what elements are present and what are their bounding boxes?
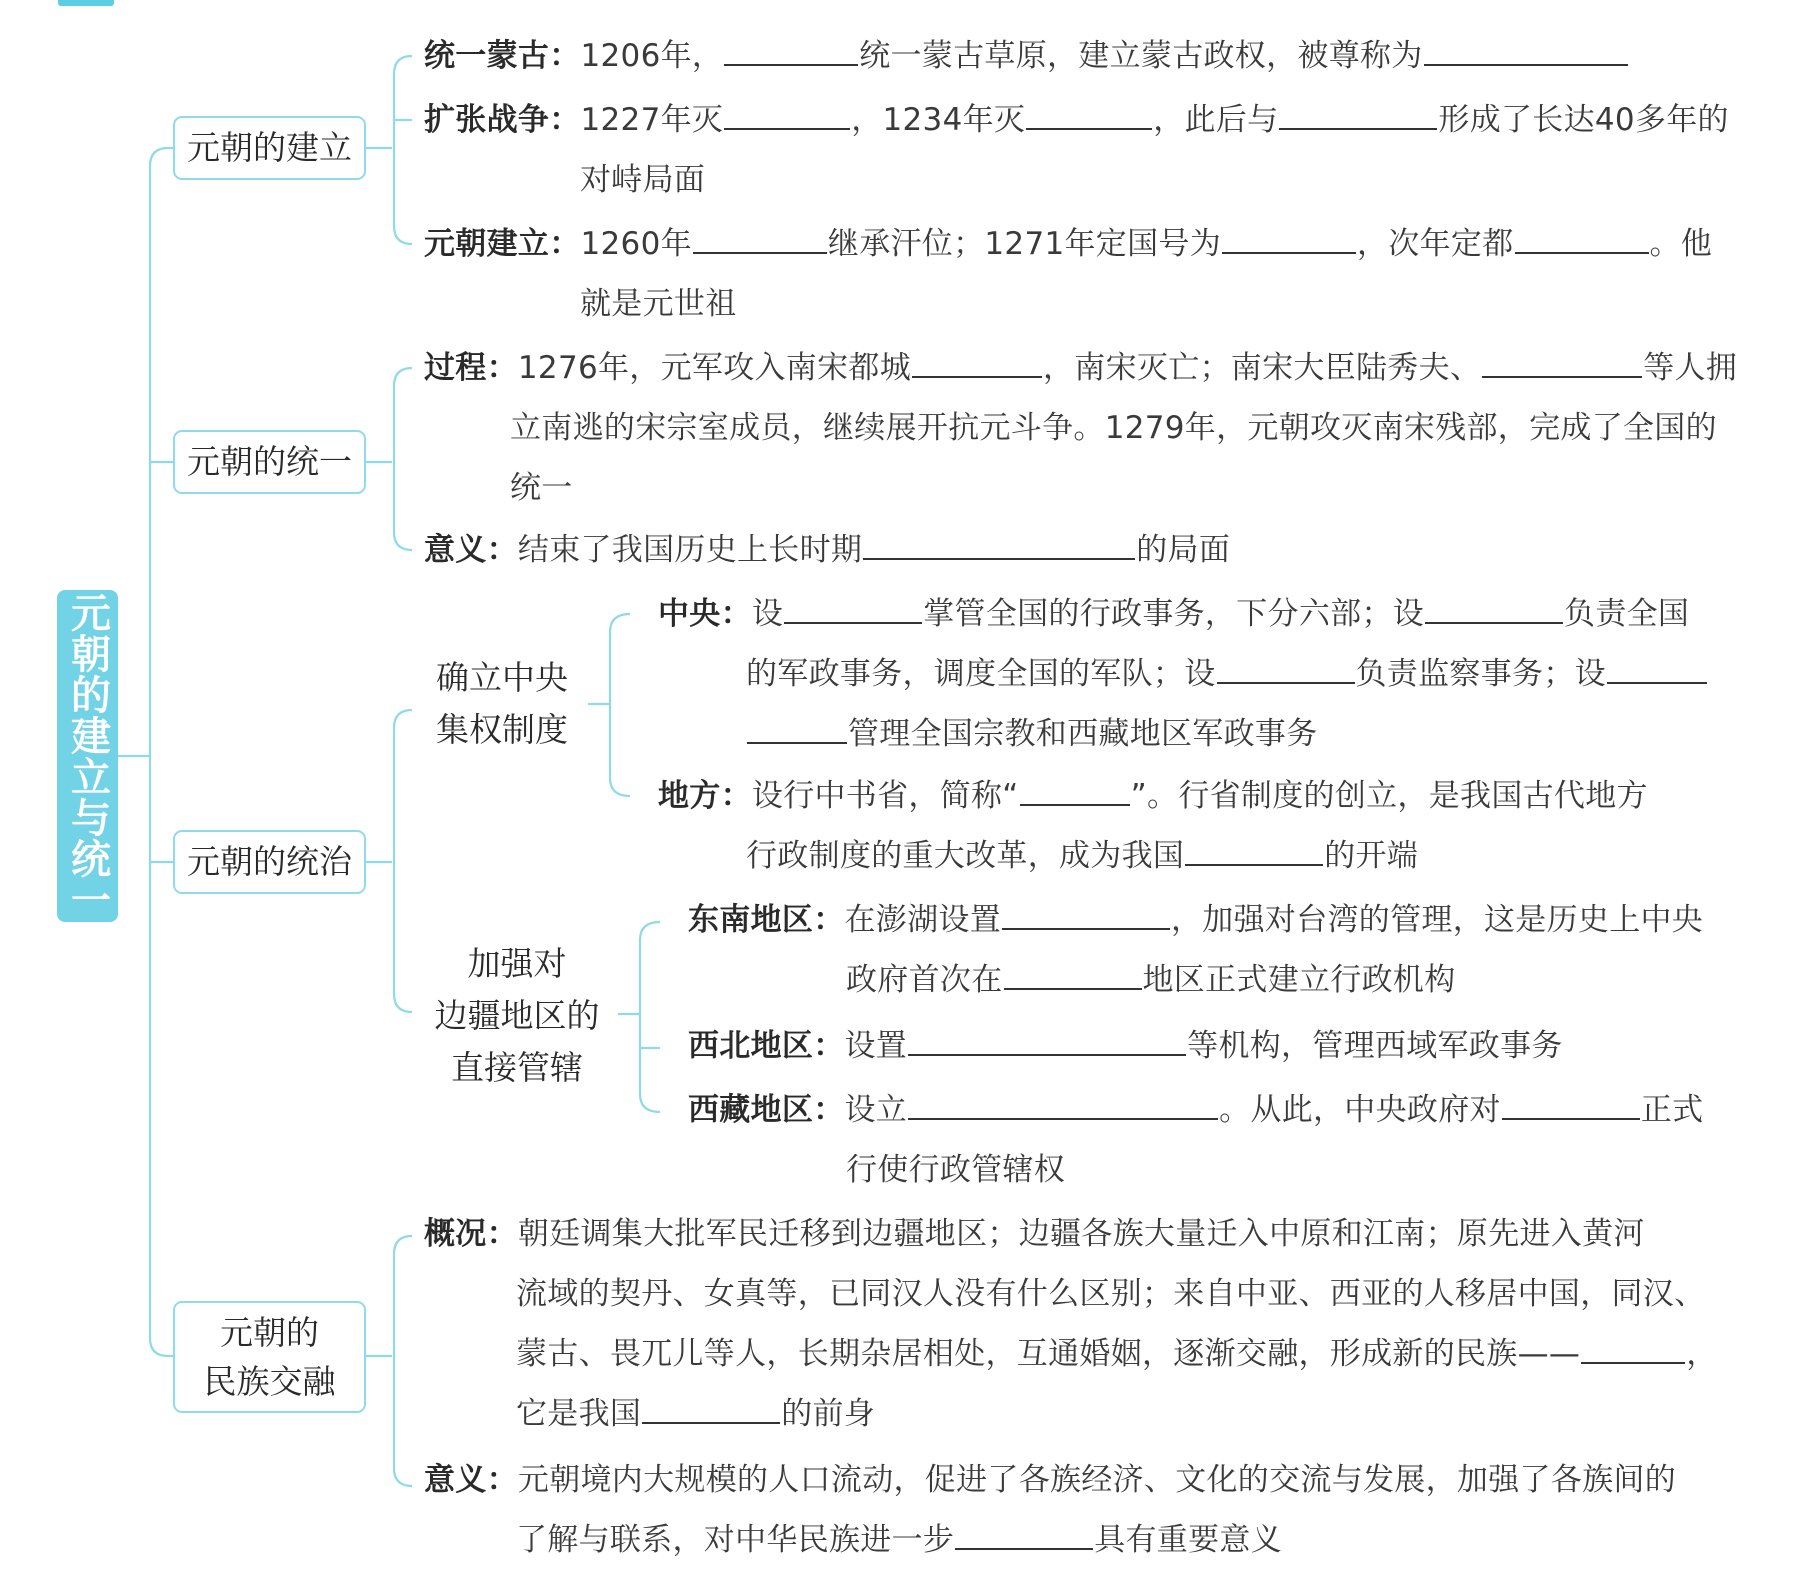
row-text: 设: [751, 596, 784, 632]
root-title: 元朝的建立与统一: [64, 592, 111, 920]
fill-blank: [1607, 662, 1707, 684]
branch-node-tongyi: [173, 430, 366, 494]
fill-blank: [1425, 602, 1563, 624]
text-row: [846, 1140, 1065, 1200]
row-text: 统一: [510, 470, 573, 506]
row-text: ，南宋灭亡；南宋大臣陆秀夫、: [1043, 350, 1482, 386]
row-text: ，此后与: [1153, 102, 1279, 138]
fill-blank: [1424, 44, 1628, 66]
fill-blank: [642, 1402, 780, 1424]
row-text: 1276年，元军攻入南宋都城: [517, 350, 911, 386]
row-text: 1260年: [580, 226, 692, 262]
text-row: [688, 1080, 1703, 1140]
row-text: 设置: [844, 1028, 908, 1064]
fill-blank: [955, 1528, 1093, 1550]
row-label: 扩张战争：: [424, 102, 581, 138]
row-text: 形成了长达40多年的: [1438, 102, 1729, 138]
text-row: [658, 584, 1689, 644]
branch-node-jianli: [173, 116, 366, 180]
fill-blank: [908, 1034, 1186, 1056]
row-text: ，加强对台湾的管理，这是历史上中央: [1171, 902, 1704, 938]
row-text: 等人拥: [1643, 350, 1738, 386]
fill-blank: [784, 602, 922, 624]
row-text: 了解与联系，对中华民族进一步: [516, 1522, 955, 1558]
sub-node-jiquan: [422, 652, 582, 756]
text-row: [424, 520, 1230, 580]
row-text: 它是我国: [516, 1396, 642, 1432]
row-text: 等机构，管理西域军政事务: [1187, 1028, 1563, 1064]
text-row: [424, 26, 1629, 86]
text-row: [516, 1324, 1718, 1384]
row-text: 行使行政管辖权: [846, 1152, 1066, 1188]
branch-title: 元朝的统一: [187, 442, 352, 482]
fill-blank: [724, 44, 858, 66]
fill-blank: [1026, 108, 1152, 130]
fill-blank: [912, 356, 1042, 378]
row-text: 统一蒙古草原，建立蒙古政权，被尊称为: [859, 38, 1423, 74]
text-row: [510, 458, 573, 518]
row-text: 1206年，: [580, 38, 724, 74]
text-row: [688, 1016, 1563, 1076]
row-text: 就是元世祖: [580, 286, 737, 322]
branch-node-jiaorong: [173, 1301, 366, 1413]
row-text: ，次年定都: [1357, 226, 1514, 262]
row-text: 掌管全国的行政事务，下分六部；设: [923, 596, 1425, 632]
sub-line3: 直接管辖: [451, 1048, 583, 1088]
text-row: [746, 704, 1318, 764]
row-text: 对峙局面: [580, 162, 706, 198]
text-row: [424, 214, 1712, 274]
row-label: 西藏地区：: [688, 1092, 845, 1128]
row-text: 在澎湖设置: [844, 902, 1001, 938]
text-row: [424, 338, 1737, 398]
fill-blank: [747, 722, 847, 744]
fill-blank: [1279, 108, 1437, 130]
row-text: 政府首次在: [846, 962, 1003, 998]
row-label: 意义：: [424, 1462, 518, 1498]
text-row: [516, 1510, 1282, 1570]
fill-blank: [1185, 844, 1323, 866]
fill-blank: [1581, 1342, 1685, 1364]
sub-line2: 边疆地区的: [434, 996, 600, 1036]
branch-title: 元朝的统治: [187, 842, 352, 882]
text-row: [516, 1384, 875, 1444]
row-text: 行政制度的重大改革，成为我国: [746, 838, 1185, 874]
row-label: 地方：: [658, 778, 752, 814]
row-text: 设立: [844, 1092, 908, 1128]
row-text: 负责全国: [1564, 596, 1690, 632]
header-accent-strip: [58, 0, 114, 6]
text-row: [510, 398, 1717, 458]
fill-blank: [863, 538, 1135, 560]
row-text: 继承汗位；1271年定国号为: [827, 226, 1221, 262]
row-text: 管理全国宗教和西藏地区军政事务: [848, 716, 1318, 752]
text-row: [424, 1450, 1676, 1510]
row-text: ，: [1686, 1336, 1718, 1372]
fill-blank: [1004, 968, 1142, 990]
row-text: 设行中书省，简称“: [751, 778, 1019, 814]
row-label: 西北地区：: [688, 1028, 845, 1064]
row-label: 过程：: [424, 350, 518, 386]
sub-line1: 确立中央: [436, 658, 568, 697]
text-row: [746, 826, 1418, 886]
root-node: [57, 590, 118, 922]
row-label: 中央：: [658, 596, 752, 632]
branch-title-line2: 民族交融: [203, 1362, 336, 1401]
sub-node-bianjiang: [424, 938, 610, 1094]
row-text: 的局面: [1136, 532, 1231, 568]
row-text: 朝廷调集大批军民迁移到边疆地区；边疆各族大量迁入中原和江南；原先进入黄河: [517, 1216, 1645, 1252]
branch-node-tongzhi: [173, 830, 366, 894]
branch-title-line1: 元朝的: [220, 1312, 319, 1352]
text-row: [688, 890, 1703, 950]
fill-blank: [908, 1098, 1218, 1120]
fill-blank: [1515, 232, 1649, 254]
row-text: 具有重要意义: [1094, 1522, 1283, 1558]
text-row: [424, 1204, 1645, 1264]
text-row: [658, 766, 1648, 826]
row-text: 正式: [1640, 1092, 1704, 1128]
row-text: 的开端: [1324, 838, 1419, 874]
sub-line1: 加强对: [467, 944, 567, 983]
row-label: 意义：: [424, 532, 518, 568]
row-label: 元朝建立：: [424, 226, 581, 262]
text-row: [516, 1264, 1705, 1324]
fill-blank: [724, 108, 850, 130]
text-row: [424, 90, 1729, 150]
row-text: 的前身: [781, 1396, 876, 1432]
row-text: 蒙古、畏兀儿等人，长期杂居相处，互通婚姻，逐渐交融，形成新的民族——: [516, 1336, 1581, 1372]
row-label: 东南地区：: [688, 902, 845, 938]
text-row: [580, 150, 705, 210]
row-text: 元朝境内大规模的人口流动，促进了各族经济、文化的交流与发展，加强了各族间的: [517, 1462, 1677, 1498]
fill-blank: [1020, 784, 1130, 806]
row-text: ，1234年灭: [851, 102, 1026, 138]
row-text: 流域的契丹、女真等，已同汉人没有什么区别；来自中亚、西亚的人移居中国，同汉、: [516, 1276, 1706, 1312]
row-text: 1227年灭: [580, 102, 724, 138]
fill-blank: [1482, 356, 1642, 378]
text-row: [846, 950, 1456, 1010]
fill-blank: [1002, 908, 1170, 930]
sub-line2: 集权制度: [436, 710, 568, 750]
fill-blank: [1217, 662, 1355, 684]
row-text: 。从此，中央政府对: [1219, 1092, 1501, 1128]
row-text: 立南逃的宋宗室成员，继续展开抗元斗争。1279年，元朝攻灭南宋残部，完成了全国的: [510, 410, 1717, 446]
row-label: 概况：: [424, 1216, 518, 1252]
row-label: 统一蒙古：: [424, 38, 581, 74]
row-text: 的军政事务，调度全国的军队；设: [746, 656, 1216, 692]
row-text: 结束了我国历史上长时期: [517, 532, 863, 568]
branch-title: 元朝的建立: [187, 128, 352, 168]
text-row: [746, 644, 1708, 704]
row-text: 。他: [1649, 226, 1713, 262]
row-text: ”。行省制度的创立，是我国古代地方: [1130, 778, 1648, 814]
text-row: [580, 274, 737, 334]
fill-blank: [693, 232, 827, 254]
row-text: 负责监察事务；设: [1355, 656, 1606, 692]
fill-blank: [1502, 1098, 1640, 1120]
row-text: 地区正式建立行政机构: [1142, 962, 1456, 998]
fill-blank: [1222, 232, 1356, 254]
